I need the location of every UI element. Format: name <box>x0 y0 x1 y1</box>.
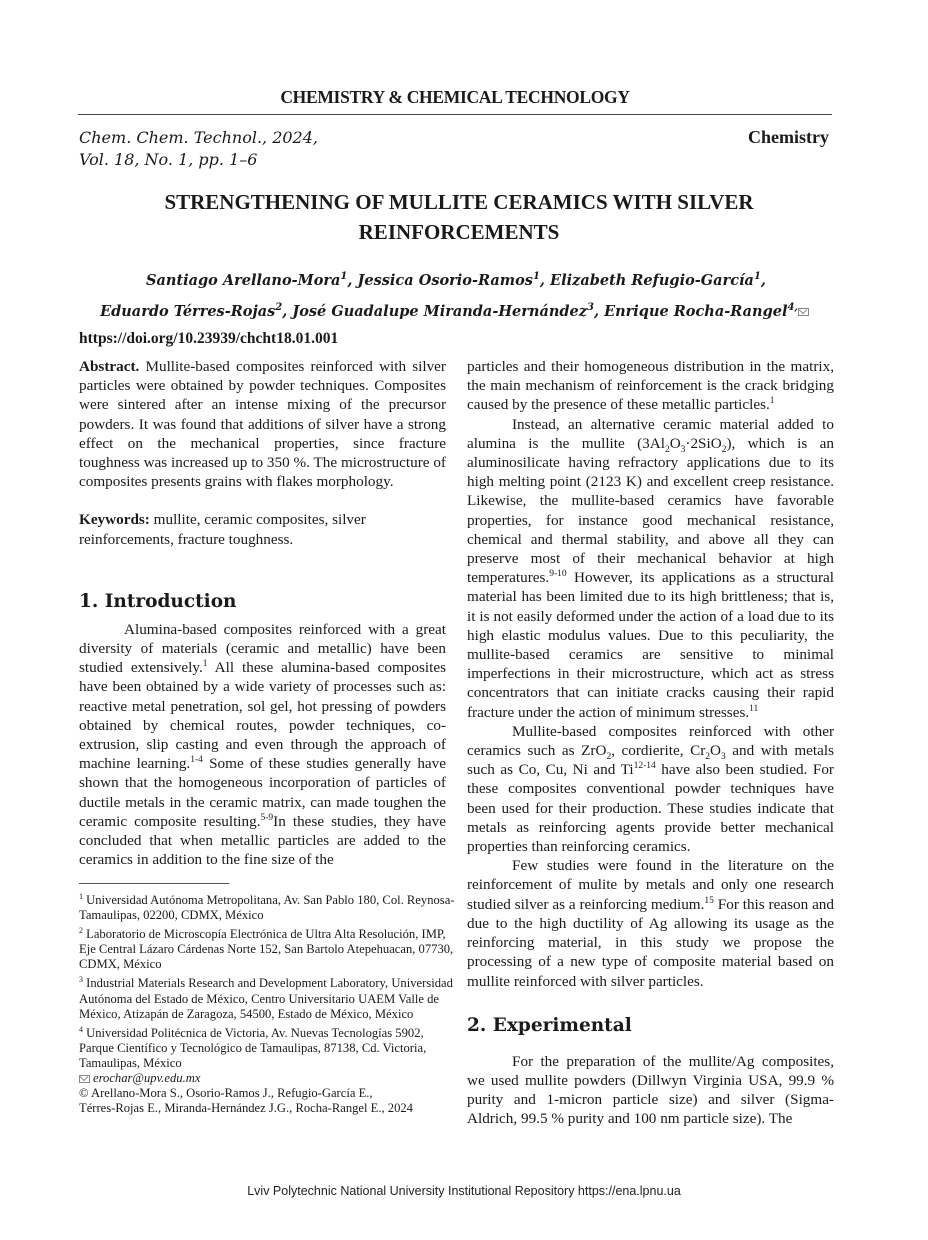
envelope-icon <box>79 1075 90 1083</box>
author: Elizabeth Refugio-García <box>550 271 754 289</box>
author-affiliation: 1 <box>340 271 348 282</box>
text: ), which is an aluminosilicate having refractory applications due to its high melting point (2123 K) and excellent creep resistance. Likewise, the mullite-based ceramics have favorable properties, for instance good mechanical resistance, chemical and thermal stability, and above all they can preserve most of their mechanical behavior at high temperatures. <box>467 434 834 587</box>
email-link[interactable]: erochar@upv.edu.mx <box>93 1070 201 1085</box>
text: Mullite-based composites reinforced with other ceramics such as ZrO <box>467 722 834 760</box>
text: For this reason and due to the high ductility of Ag allowing its usage as the reinforcing material, in this study we propose the processing of a new type of composite material based on mullite reinforced with silver particles. <box>467 895 834 990</box>
footnote-text: Universidad Politécnica de Victoria, Av. Nuevas Tecnologías 5902, Parque Científico y Tecnológico de Tamaulipas, 87138, Cd. Victoria, Tamaulipas, México <box>79 1025 427 1070</box>
intro-paragraph-1-continued <box>467 357 834 415</box>
abstract-label: Abstract. <box>79 358 140 375</box>
text: Instead, an alternative ceramic material added to alumina is the mullite (3Al <box>467 415 834 452</box>
text: and with metals such as Co, Cu, Ni and Ti <box>467 742 834 779</box>
author-affiliation: 4, <box>787 301 798 313</box>
citation <box>79 127 318 171</box>
citation-line-2: Vol. 18, No. 1, pp. 1–6 <box>79 150 258 169</box>
text: However, its applications as a structural material has been limited due to its high brittleness; that is, it is not easily deformed under the action of a load due to its high elastic modulus values. Due to this peculiarity, the mullite-based ceramics are sensitive to minimal imperfections in their microstructure, which act as stress concentrators that can initiate cracks causing their rapid fracture under the action of minimum stresses. <box>467 569 834 721</box>
text: O <box>710 742 721 760</box>
subscript: 2 <box>705 752 711 763</box>
text: All these alumina-based composites have been obtained by a wide variety of processes such as: reactive metal penetration, sol gel, hot pressing of powders obtained by chemical routes, powder techniques, co-extrusion, slip casting and even through the approach of machine learning. <box>79 659 446 773</box>
authors-line-2: Eduardo Térres-Rojas$^2$, José Guadalupe Miranda-Hernández$^3$, Enrique Rocha-Rangel$^{4,}$ <box>80 294 832 325</box>
footnote-4 <box>79 1022 459 1071</box>
author-affiliation: 1 <box>753 271 761 282</box>
subscript: 3 <box>721 752 726 763</box>
intro-paragraph-3 <box>467 722 834 856</box>
author-affiliation: 3 <box>586 301 594 313</box>
author-affiliation: 1 <box>532 271 540 282</box>
intro-paragraph-1 <box>79 620 446 870</box>
copyright-line-1: © Arellano-Mora S., Osorio-Ramos J., Refugio-García E., <box>79 1085 373 1100</box>
abstract-text: Mullite-based composites reinforced with silver particles were obtained by powder techniques. Composites were sintered after an intense mixing of the precursor powders. It was found that additions of silver have a strong effect on the mechanical properties, since fracture toughness was increased up to 350 %. The microstructure of composites presents grains with flakes morphology. <box>79 358 446 491</box>
author: Eduardo Térres-Rojas <box>100 302 276 320</box>
text: Alumina-based composites reinforced with a great diversity of materials (ceramic and metallic) have been studied extensively. <box>79 620 446 677</box>
title-line-2: REINFORCEMENTS <box>358 220 560 244</box>
ref: 11 <box>749 703 759 714</box>
text: particles and their homogeneous distribution in the matrix, the main mechanism of reinforcement is the crack bridging caused by the presence of these metallic particles. <box>467 358 834 414</box>
ref: 1 <box>769 396 775 407</box>
footnote-number: 3 <box>79 975 83 985</box>
envelope-icon <box>798 308 809 316</box>
section-heading-introduction: 1. Introduction <box>79 590 237 612</box>
subscript: 3 <box>680 444 686 455</box>
author-affiliation: 2 <box>275 301 283 313</box>
text: In these studies, they have concluded that when metallic particles are added to the ceramics in addition to the fine size of the <box>79 812 446 869</box>
header-rule <box>78 114 832 115</box>
subscript: 2 <box>664 444 670 455</box>
ref: 1-4 <box>190 755 203 766</box>
intro-paragraph-4 <box>467 856 834 990</box>
footnote-text: Universidad Autónoma Metropolitana, Av. San Pablo 180, Col. Reynosa-Tamaulipas, 02200, CDMX, México <box>79 893 455 923</box>
author: Enrique Rocha-Rangel <box>604 302 788 320</box>
copyright <box>79 1086 459 1116</box>
paper-title <box>100 187 818 247</box>
subscript: 2 <box>606 752 612 763</box>
ref: 12-14 <box>633 761 656 772</box>
author: José Guadalupe Miranda-Hernández <box>292 302 587 320</box>
ref: 1 <box>202 659 208 670</box>
ref: 5-9 <box>260 812 274 823</box>
abstract <box>79 357 446 491</box>
title-line-1: STRENGTHENING OF MULLITE CERAMICS WITH SILVER <box>164 190 754 214</box>
section-heading-experimental: 2. Experimental <box>467 1014 632 1036</box>
experimental-paragraph-1: For the preparation of the mullite/Ag composites, we used mullite powders (Dillwyn Virginia USA, 99.9 % purity and 1-micron particle size) and silver (Sigma-Aldrich, 99.5 % purity and 100 nm particle size). The <box>467 1052 834 1128</box>
text: Few studies were found in the literature on the reinforcement of mulite by metals and only one research studied silver as a reinforcing medium. <box>467 857 834 913</box>
left-column <box>79 357 446 869</box>
doi-link[interactable]: https://doi.org/10.23939/chcht18.01.001 <box>79 330 339 347</box>
authors <box>80 263 832 325</box>
text: O <box>669 434 681 452</box>
footnote-text: Industrial Materials Research and Development Laboratory, Universidad Autónoma del Estado de México, Centro Universitario UAEM Valle de México, Atizapán de Zaragoza, 54500, Estado de México, México <box>79 976 453 1021</box>
section-label: Chemistry <box>748 127 829 147</box>
copyright-line-2: Térres-Rojas E., Miranda-Hernández J.G., Rocha-Rangel E., 2024 <box>79 1100 413 1115</box>
repository-footer: Lviv Polytechnic National University Institutional Repository https://ena.lpnu.ua <box>247 1184 681 1198</box>
text: Some of these studies generally have shown that the homogeneous incorporation of particles of ductile metals in the ceramic matrix, can made toughen the ceramic composite resulting. <box>79 755 446 830</box>
keywords <box>79 510 446 548</box>
ref: 15 <box>704 895 714 906</box>
text: , cordierite, Cr <box>611 742 706 760</box>
footnote-text: Laboratorio de Microscopía Electrónica de Ultra Alta Resolución, IMP, Eje Central Lázaro Cárdenas Norte 152, San Bartolo Atepehuacan, 07730, CDMX, México <box>79 927 454 972</box>
footnotes <box>79 889 459 1116</box>
author: Santiago Arellano-Mora <box>146 271 341 289</box>
footnote-1 <box>79 889 459 923</box>
footnote-rule <box>79 883 229 884</box>
citation-line-1: Chem. Chem. Technol., 2024, <box>79 128 318 147</box>
footnote-number: 1 <box>79 892 83 901</box>
footnote-email <box>79 1071 459 1086</box>
footnote-3 <box>79 972 459 1021</box>
right-column <box>467 357 834 1129</box>
keywords-text: mullite, ceramic composites, silver reinforcements, fracture toughness. <box>79 511 366 548</box>
footnote-2 <box>79 923 459 972</box>
intro-paragraph-2 <box>467 415 834 722</box>
subscript: 2 <box>721 444 727 455</box>
journal-title: CHEMISTRY & CHEMICAL TECHNOLOGY <box>280 87 630 107</box>
keywords-label: Keywords: <box>79 511 150 529</box>
ref: 9-10 <box>549 569 567 580</box>
authors-line-1: Santiago Arellano-Mora$^1$, Jessica Osorio-Ramos$^1$, Elizabeth Refugio-García$^1$, <box>146 271 766 289</box>
author: Jessica Osorio-Ramos <box>357 271 533 289</box>
text: have also been studied. For these composites conventional powder techniques have been used for their production. These studies indicate that metals as reinforcing agents provide better mechanical properties than reinforcing ceramics. <box>467 761 834 856</box>
footnote-number: 4 <box>79 1024 83 1034</box>
footnote-number: 2 <box>79 926 83 936</box>
text: ·2SiO <box>685 434 722 452</box>
